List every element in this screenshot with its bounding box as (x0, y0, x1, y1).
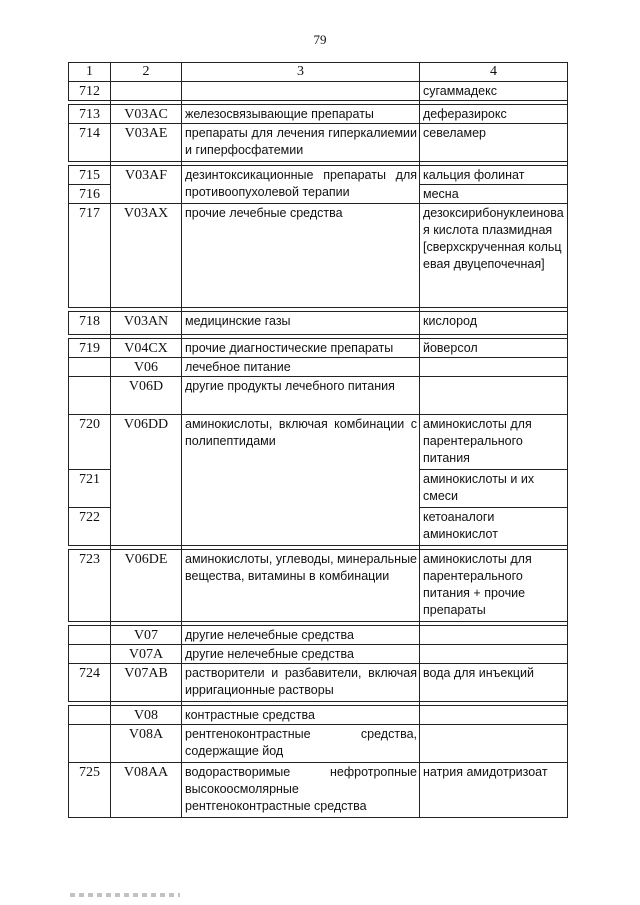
row-number: 723 (69, 550, 111, 622)
table-row (69, 645, 568, 664)
atc-code: V03AX (111, 204, 182, 308)
atc-code: V07A (111, 645, 182, 664)
group-name: прочие диагностические препараты (182, 339, 420, 358)
group-name: медицинские газы (182, 312, 420, 335)
table-row (69, 415, 568, 470)
header-cell: 3 (182, 63, 420, 82)
row-number (69, 377, 111, 415)
table-row (69, 339, 568, 358)
table-row (69, 725, 568, 763)
row-number (69, 645, 111, 664)
table-row (69, 550, 568, 622)
row-number (69, 706, 111, 725)
group-name: лечебное питание (182, 358, 420, 377)
group-name: другие продукты лечебного питания (182, 377, 420, 415)
drug-name: кетоаналоги аминокислот (420, 508, 568, 546)
atc-code (111, 82, 182, 101)
row-number: 715 (69, 166, 111, 185)
atc-code: V03AE (111, 124, 182, 162)
group-name (182, 82, 420, 101)
drug-name: сугаммадекс (420, 82, 568, 101)
atc-code: V08 (111, 706, 182, 725)
drug-name: аминокислоты для парентерального питания (420, 415, 568, 470)
group-name: контрастные средства (182, 706, 420, 725)
drug-name: вода для инъекций (420, 664, 568, 702)
row-number: 718 (69, 312, 111, 335)
group-name: аминокислоты, углеводы, минеральные вещества, витамины в комбинации (182, 550, 420, 622)
drug-name: деферазирокс (420, 105, 568, 124)
table-row (69, 664, 568, 702)
drug-name: натрия амидотризоат (420, 763, 568, 818)
row-number (69, 358, 111, 377)
table-row (69, 763, 568, 818)
group-name: другие нелечебные средства (182, 645, 420, 664)
row-number: 714 (69, 124, 111, 162)
row-number (69, 626, 111, 645)
drug-name (420, 358, 568, 377)
atc-code: V06DE (111, 550, 182, 622)
group-name: дезинтоксикационные препараты для противоопухолевой терапии (182, 166, 420, 204)
drug-name: кислород (420, 312, 568, 335)
group-name: растворители и разбавители, включая ирригационные растворы (182, 664, 420, 702)
group-name: рентгеноконтрастные средства, содержащие йод (182, 725, 420, 763)
page-number: 79 (313, 32, 327, 47)
group-name: препараты для лечения гиперкалиемии и гиперфосфатемии (182, 124, 420, 162)
table-row (69, 706, 568, 725)
row-number (69, 725, 111, 763)
group-name: водорастворимые нефротропные высокоосмолярные рентгеноконтрастные средства (182, 763, 420, 818)
drug-name: кальция фолинат (420, 166, 568, 185)
row-number: 719 (69, 339, 111, 358)
row-number: 717 (69, 204, 111, 308)
table-row (69, 82, 568, 101)
table-row (69, 377, 568, 415)
row-number: 724 (69, 664, 111, 702)
row-number: 725 (69, 763, 111, 818)
drug-name: севеламер (420, 124, 568, 162)
drug-name: аминокислоты и их смеси (420, 470, 568, 508)
scan-artifact-footer (70, 893, 180, 897)
atc-code: V03AC (111, 105, 182, 124)
header-cell: 4 (420, 63, 568, 82)
table-row (69, 124, 568, 162)
row-number: 720 (69, 415, 111, 470)
drug-name: дезоксирибонуклеиновая кислота плазмидная [сверхскрученная кольцевая двуцепочечная] (420, 204, 568, 308)
row-number: 713 (69, 105, 111, 124)
table-row (69, 105, 568, 124)
atc-code: V07AB (111, 664, 182, 702)
atc-code: V03AF (111, 166, 182, 204)
drug-name (420, 725, 568, 763)
atc-code: V07 (111, 626, 182, 645)
drug-name: йоверсол (420, 339, 568, 358)
atc-code: V06D (111, 377, 182, 415)
drug-name (420, 377, 568, 415)
table-row (69, 204, 568, 308)
group-name: прочие лечебные средства (182, 204, 420, 308)
table-row (69, 626, 568, 645)
drug-name (420, 645, 568, 664)
row-number: 716 (69, 185, 111, 204)
table-row (69, 358, 568, 377)
atc-code: V06 (111, 358, 182, 377)
row-number: 721 (69, 470, 111, 508)
drug-name: аминокислоты для парентерального питания + прочие препараты (420, 550, 568, 622)
drug-name: месна (420, 185, 568, 204)
drug-name (420, 706, 568, 725)
row-number: 712 (69, 82, 111, 101)
header-cell: 1 (69, 63, 111, 82)
atc-code: V06DD (111, 415, 182, 546)
row-number: 722 (69, 508, 111, 546)
drug-name (420, 626, 568, 645)
atc-code: V03AN (111, 312, 182, 335)
header-cell: 2 (111, 63, 182, 82)
group-name: другие нелечебные средства (182, 626, 420, 645)
atc-code: V04CX (111, 339, 182, 358)
table-header-row (69, 63, 568, 82)
drug-table (68, 62, 568, 818)
atc-code: V08AA (111, 763, 182, 818)
table-row (69, 166, 568, 185)
group-name: аминокислоты, включая комбинации с полипептидами (182, 415, 420, 546)
table-row (69, 312, 568, 335)
group-name: железосвязывающие препараты (182, 105, 420, 124)
atc-code: V08A (111, 725, 182, 763)
